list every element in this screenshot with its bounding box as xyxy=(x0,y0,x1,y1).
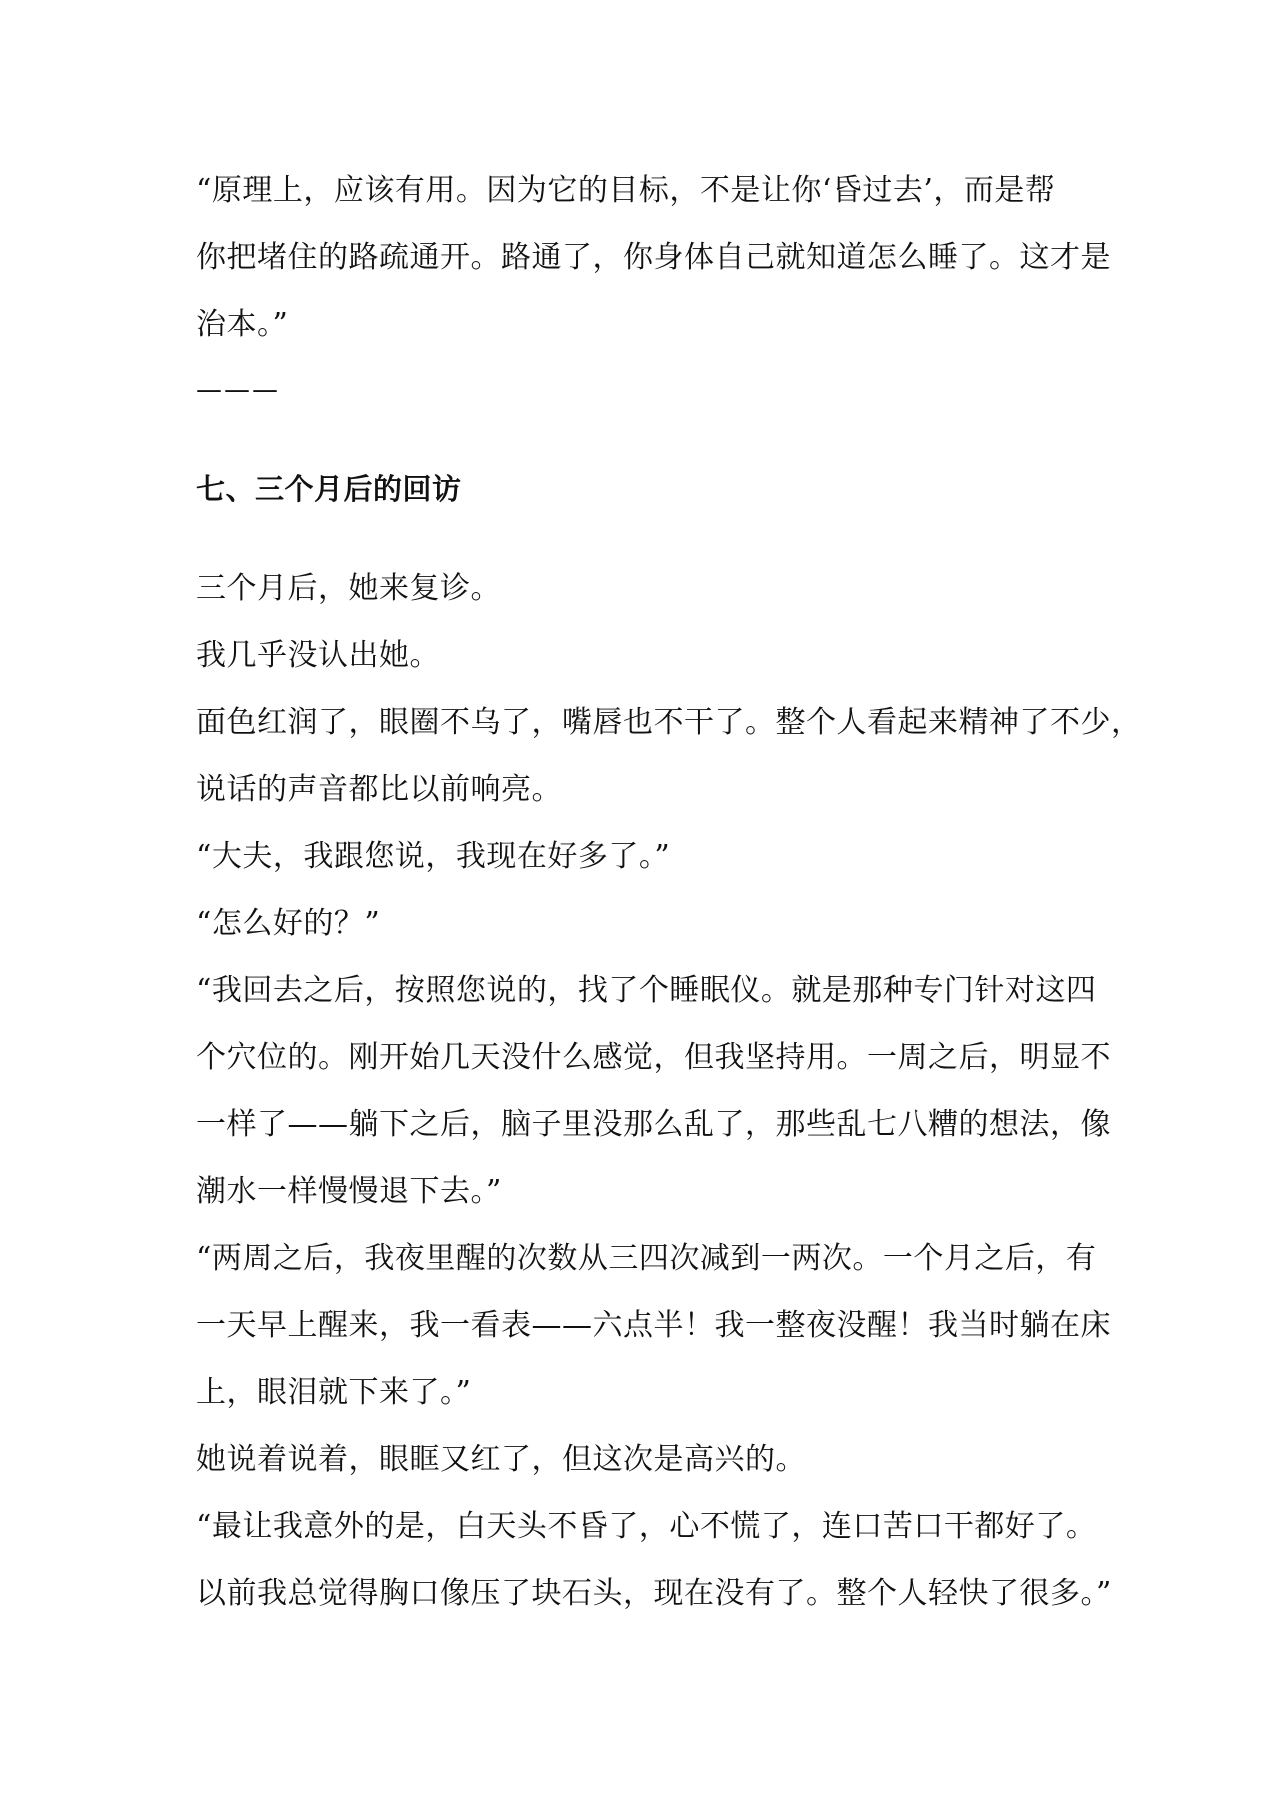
paragraph-line: 她说着说着，眼眶又红了，但这次是高兴的。 xyxy=(196,1442,806,1477)
dialogue-line: “大夫，我跟您说，我现在好多了。” xyxy=(196,839,671,874)
dialogue-line: “怎么好的？” xyxy=(196,906,381,941)
dialogue-line: 一样了——躺下之后，脑子里没那么乱了，那些乱七八糟的想法，像 xyxy=(196,1107,1111,1142)
dialogue-line: “最让我意外的是，白天头不昏了，心不慌了，连口苦口干都好了。 xyxy=(196,1509,1097,1544)
paragraph-line: 说话的声音都比以前响亮。 xyxy=(196,772,562,807)
dialogue-line: “两周之后，我夜里醒的次数从三四次减到一两次。一个月之后，有 xyxy=(196,1241,1097,1276)
paragraph-line: “原理上，应该有用。因为它的目标，不是让你‘昏过去’，而是帮 xyxy=(196,173,1056,208)
section-separator: ——— xyxy=(196,375,280,405)
dialogue-line: 个穴位的。刚开始几天没什么感觉，但我坚持用。一周之后，明显不 xyxy=(196,1040,1111,1075)
paragraph-line: 你把堵住的路疏通开。路通了，你身体自己就知道怎么睡了。这才是 xyxy=(196,240,1111,275)
paragraph-line: 我几乎没认出她。 xyxy=(196,638,440,673)
dialogue-line: “我回去之后，按照您说的，找了个睡眠仪。就是那种专门针对这四 xyxy=(196,973,1097,1008)
paragraph-line: 治本。” xyxy=(196,307,289,342)
paragraph-line: 三个月后，她来复诊。 xyxy=(196,571,501,606)
dialogue-line: 一天早上醒来，我一看表——六点半！我一整夜没醒！我当时躺在床 xyxy=(196,1308,1111,1343)
dialogue-line: 以前我总觉得胸口像压了块石头，现在没有了。整个人轻快了很多。” xyxy=(196,1576,1112,1611)
dialogue-line: 潮水一样慢慢退下去。” xyxy=(196,1174,502,1209)
dialogue-line: 上，眼泪就下来了。” xyxy=(196,1375,472,1410)
paragraph-line: 面色红润了，眼圈不乌了，嘴唇也不干了。整个人看起来精神了不少， xyxy=(196,705,1142,740)
section-heading: 七、三个月后的回访 xyxy=(196,472,462,506)
